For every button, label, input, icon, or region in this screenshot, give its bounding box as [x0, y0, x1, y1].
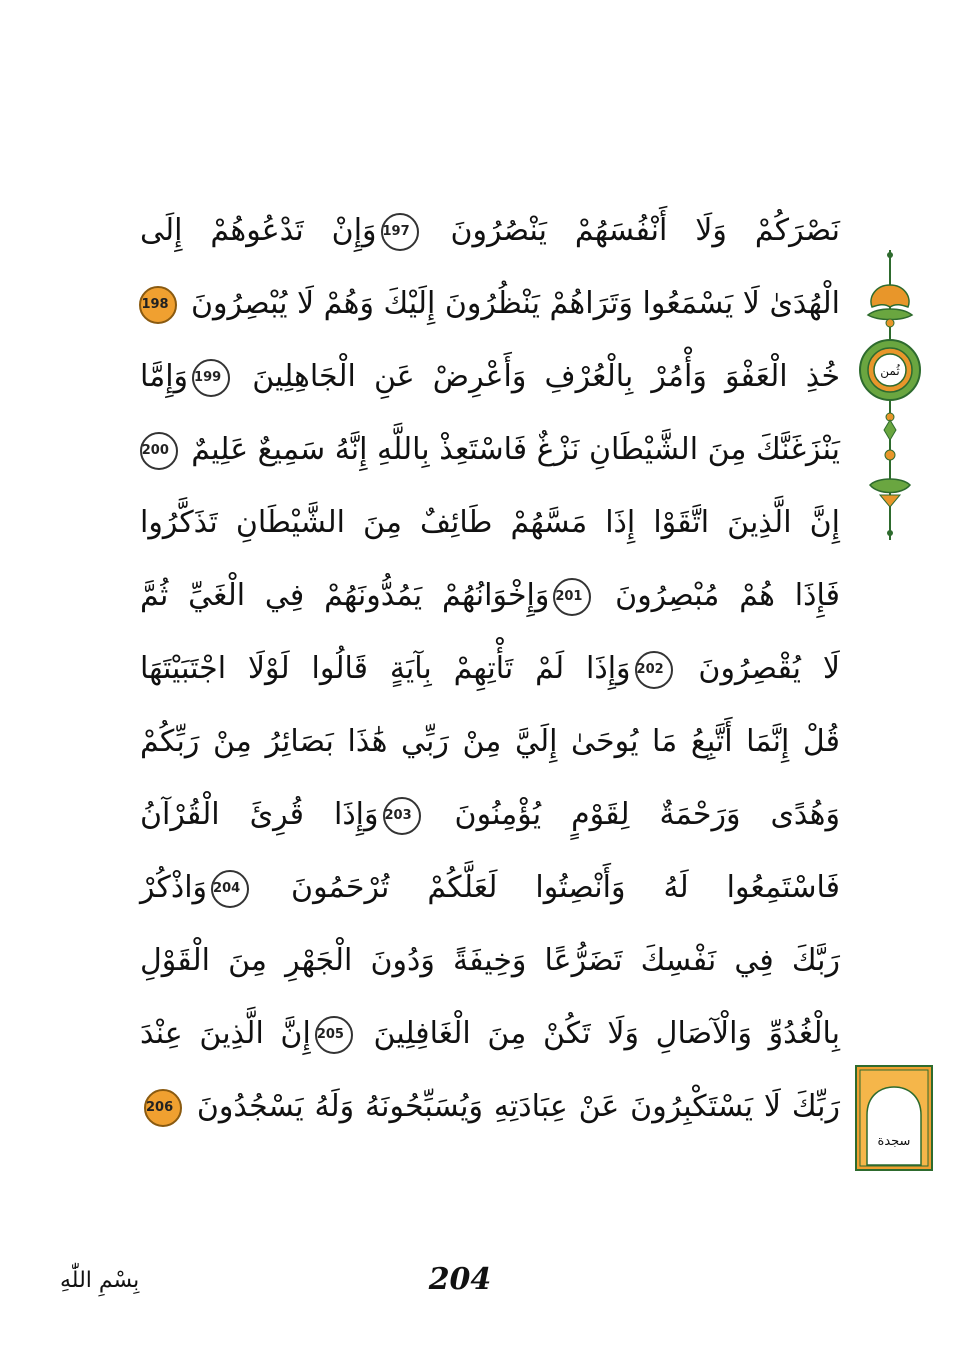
- text-line: [140, 487, 840, 559]
- text-line: [140, 195, 840, 267]
- ayah-number-marker: 200: [140, 432, 178, 470]
- ayah-text: بِالْغُدُوِّ وَالْآصَالِ وَلَا تَكُنْ مِنَ الْغَافِلِينَ: [373, 1016, 840, 1051]
- ayah-number-marker: 202: [635, 651, 673, 689]
- ayah-number-marker: 201: [553, 578, 591, 616]
- text-line: [140, 925, 840, 997]
- sajda-marker-icon: [855, 1065, 933, 1171]
- ayah-number-marker: 205: [315, 1016, 353, 1054]
- quran-text-block: [140, 195, 840, 1155]
- sajda-label: سجدة: [877, 1134, 911, 1149]
- ayah-text: وَإِمَّا: [140, 359, 189, 394]
- ayah-text: وَإِخْوَانُهُمْ يَمُدُّونَهُمْ فِي الْغَيِّ ثُمَّ: [140, 578, 550, 613]
- ayah-text: وَاذْكُرْ: [140, 870, 208, 905]
- ayah-text: نَصْرَكُمْ وَلَا أَنْفُسَهُمْ يَنْصُرُونَ: [450, 213, 840, 248]
- text-line: [140, 779, 840, 851]
- text-line: [140, 998, 840, 1070]
- text-line: [140, 1071, 840, 1143]
- ayah-text: لَا يُقْصِرُونَ: [698, 651, 840, 686]
- ayah-number-marker: 197: [381, 213, 419, 251]
- ayah-text: رَبِّكَ لَا يَسْتَكْبِرُونَ عَنْ عِبَادَتِهِ وَيُسَبِّحُونَهُ وَلَهُ يَسْجُدُونَ: [196, 1089, 840, 1124]
- ayah-text: وَإِذَا لَمْ تَأْتِهِمْ بِآيَةٍ قَالُوا لَوْلَا اجْتَبَيْتَهَا: [140, 651, 631, 686]
- ayah-text: فَإِذَا هُمْ مُبْصِرُونَ: [615, 578, 840, 613]
- ayah-number-marker: 198: [139, 286, 177, 324]
- text-line: [140, 706, 840, 778]
- ayah-number-marker: 203: [383, 797, 421, 835]
- ayah-text: وَهُدًى وَرَحْمَةٌ لِقَوْمٍ يُؤْمِنُونَ: [454, 797, 840, 832]
- text-line: [140, 560, 840, 632]
- ayah-text: فَاسْتَمِعُوا لَهُ وَأَنْصِتُوا لَعَلَّكُمْ تُرْحَمُونَ: [291, 870, 840, 905]
- ayah-text: وَإِذَا قُرِئَ الْقُرْآنُ: [140, 797, 379, 832]
- ayah-number-marker: 199: [192, 359, 230, 397]
- ayah-number-marker: 204: [211, 870, 249, 908]
- ayah-text: وَإِنْ تَدْعُوهُمْ إِلَى: [140, 213, 377, 248]
- text-line: [140, 852, 840, 924]
- ayah-text: إِنَّ الَّذِينَ اتَّقَوْا إِذَا مَسَّهُمْ طَائِفٌ مِنَ الشَّيْطَانِ تَذَكَّرُوا: [140, 505, 840, 540]
- ayah-text: يَنْزَغَنَّكَ مِنَ الشَّيْطَانِ نَزْغٌ فَاسْتَعِذْ بِاللَّهِ إِنَّهُ سَمِيعٌ عَلِيمٌ: [191, 432, 840, 467]
- page-number: 204: [428, 1262, 492, 1297]
- hizb-marker-label: ثُمن: [880, 364, 900, 378]
- ayah-number-marker: 206: [144, 1089, 182, 1127]
- text-line: [140, 268, 840, 340]
- hizb-quarter-ornament-icon: [858, 245, 922, 545]
- text-line: [140, 414, 840, 486]
- ayah-text: خُذِ الْعَفْوَ وَأْمُرْ بِالْعُرْفِ وَأَعْرِضْ عَنِ الْجَاهِلِينَ: [252, 359, 840, 394]
- ayah-text: إِنَّ الَّذِينَ عِنْدَ: [140, 1016, 311, 1051]
- ayah-text: الْهُدَىٰ لَا يَسْمَعُوا وَتَرَاهُمْ يَنْظُرُونَ إِلَيْكَ وَهُمْ لَا يُبْصِرُونَ: [191, 286, 840, 321]
- ayah-text: رَبَّكَ فِي نَفْسِكَ تَضَرُّعًا وَخِيفَةً وَدُونَ الْجَهْرِ مِنَ الْقَوْلِ: [140, 943, 840, 978]
- text-line: [140, 341, 840, 413]
- ayah-text: قُلْ إِنَّمَا أَتَّبِعُ مَا يُوحَىٰ إِلَيَّ مِنْ رَبِّي هَٰذَا بَصَائِرُ مِنْ رَبِّكُمْ: [140, 724, 840, 759]
- text-line: [140, 633, 840, 705]
- footer-catchword: بِسْمِ اللّٰهِ: [60, 1268, 140, 1293]
